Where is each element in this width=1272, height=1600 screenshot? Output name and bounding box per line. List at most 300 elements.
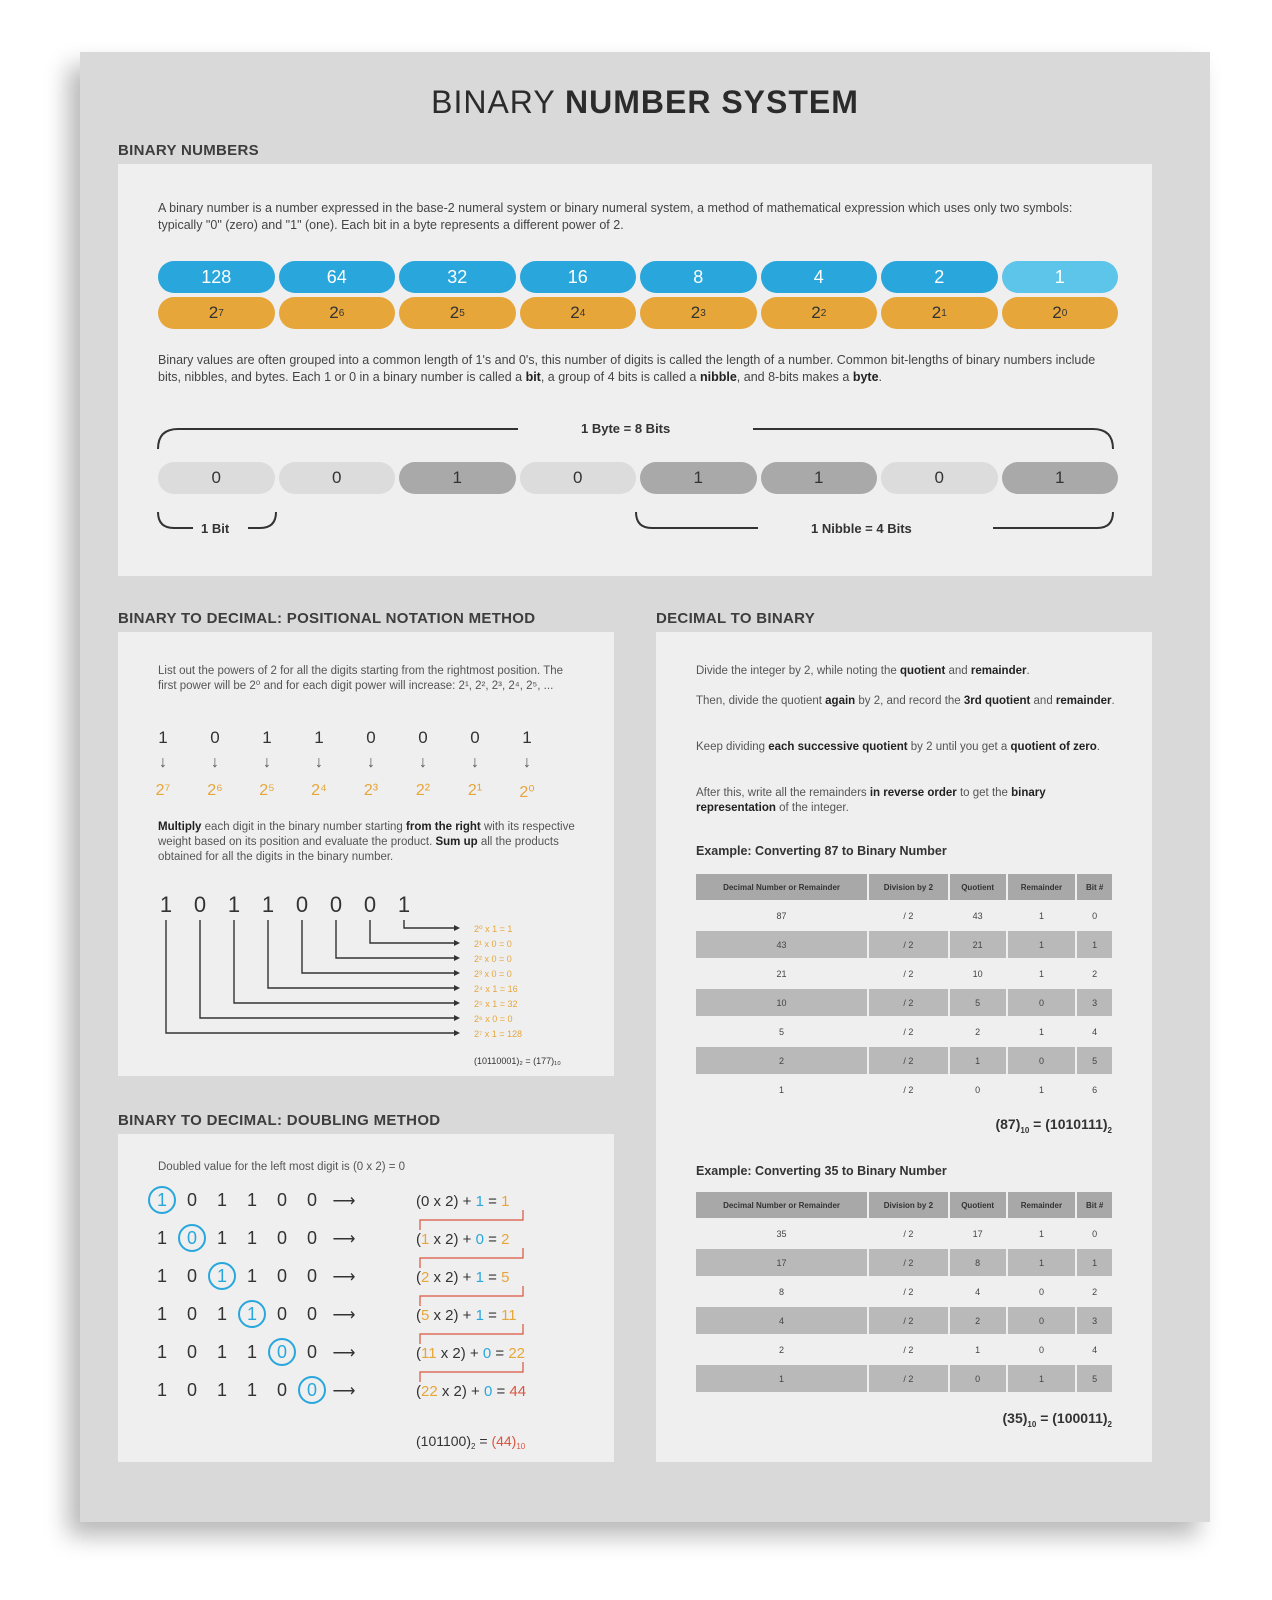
example2-table xyxy=(694,1190,1114,1394)
table-cell: 1 xyxy=(1077,931,1112,958)
arrow-head-icon xyxy=(454,955,460,961)
example2-title: Example: Converting 35 to Binary Number xyxy=(696,1164,947,1178)
power-2-3: 2 3 xyxy=(640,297,757,329)
table-header: Quotient xyxy=(950,1192,1006,1218)
table-row xyxy=(696,1220,1112,1247)
down-arrow-icon: ↓ xyxy=(471,754,479,771)
step2-t2: with its respective weight based on its position and evaluate the product. xyxy=(158,821,575,848)
table-cell: 5 xyxy=(696,1018,867,1045)
p1-t3: . xyxy=(1026,665,1030,677)
p2-t3: and xyxy=(1030,695,1056,707)
ex2-res-b: = (100011) xyxy=(1036,1410,1108,1426)
doubling-digit: 0 xyxy=(306,1304,318,1324)
table-row xyxy=(696,1336,1112,1363)
place-value-2: 2 xyxy=(881,261,998,293)
doubling-digit: 1 xyxy=(216,1190,228,1210)
doubling-digit: 0 xyxy=(276,1304,288,1324)
place-value-8: 8 xyxy=(640,261,757,293)
digit: 1 xyxy=(522,728,532,747)
table-cell: 8 xyxy=(950,1249,1006,1276)
table-cell: 0 xyxy=(1008,1047,1076,1074)
page-title xyxy=(80,84,1210,121)
power: 2⁷ xyxy=(155,782,171,799)
p1-t: Divide the integer by 2, while noting the xyxy=(696,665,900,677)
power-2-5: 2 5 xyxy=(399,297,516,329)
table-cell: 1 xyxy=(1008,1249,1076,1276)
table-row xyxy=(696,1249,1112,1276)
doubling-digit: 1 xyxy=(156,1266,168,1286)
table-cell: 0 xyxy=(950,1365,1006,1392)
power-2-7: 2 7 xyxy=(158,297,275,329)
arrow-head-icon xyxy=(454,1000,460,1006)
right-arrow-icon: ⟶ xyxy=(332,1269,356,1286)
table-cell: 1 xyxy=(1008,1076,1076,1103)
table-cell: / 2 xyxy=(869,1249,948,1276)
place-value-128: 128 xyxy=(158,261,275,293)
table-cell: 0 xyxy=(1008,1278,1076,1305)
title-light: BINARY xyxy=(431,84,565,120)
number-digit: 1 xyxy=(261,892,275,917)
d2b-step4 xyxy=(696,786,1116,816)
power: 2³ xyxy=(363,782,379,799)
table-cell: / 2 xyxy=(869,1307,948,1334)
right-arrow-icon: ⟶ xyxy=(332,1193,356,1210)
digit: 1 xyxy=(262,728,272,747)
doubling-digit: 1 xyxy=(156,1342,168,1362)
table-cell: 2 xyxy=(696,1047,867,1074)
digit: 0 xyxy=(470,728,480,747)
digit: 1 xyxy=(314,728,324,747)
connector-line xyxy=(268,920,458,988)
p2-t4: . xyxy=(1111,695,1115,707)
carry-line xyxy=(420,1324,523,1344)
doubling-digit: 0 xyxy=(186,1190,198,1210)
table-row xyxy=(696,1018,1112,1045)
doubling-equation: (5 x 2) + 1 = 11 xyxy=(416,1307,517,1324)
down-arrow-icon: ↓ xyxy=(367,754,375,771)
power-2-6: 2 6 xyxy=(279,297,396,329)
digit-column-6 xyxy=(460,728,490,800)
table-cell: / 2 xyxy=(869,1278,948,1305)
table-header: Division by 2 xyxy=(869,1192,948,1218)
number-digit: 0 xyxy=(329,892,343,917)
table-cell: / 2 xyxy=(869,1365,948,1392)
arrow-head-icon xyxy=(454,940,460,946)
table-cell: 1 xyxy=(696,1076,867,1103)
doubling-panel xyxy=(118,1134,614,1462)
table-header: Division by 2 xyxy=(869,874,948,900)
table-row xyxy=(696,1047,1112,1074)
section-label-binary-numbers: BINARY NUMBERS xyxy=(118,142,259,159)
p2-b3: remainder xyxy=(1055,695,1112,707)
table-cell: 1 xyxy=(696,1365,867,1392)
number-digit: 1 xyxy=(397,892,411,917)
example1-table xyxy=(694,872,1114,1105)
doubling-digit: 0 xyxy=(186,1380,198,1400)
down-arrow-icon: ↓ xyxy=(263,754,271,771)
table-header: Quotient xyxy=(950,874,1006,900)
doubling-digit: 1 xyxy=(246,1342,258,1362)
step2-b1: Multiply xyxy=(158,821,202,833)
power: 2⁴ xyxy=(311,782,327,799)
table-cell: 3 xyxy=(1077,989,1112,1016)
number-digit: 1 xyxy=(159,892,173,917)
table-row xyxy=(696,1278,1112,1305)
number-digit: 0 xyxy=(295,892,309,917)
place-value-64: 64 xyxy=(279,261,396,293)
digit-column-0 xyxy=(148,728,178,800)
table-cell: 2 xyxy=(696,1336,867,1363)
connector-line xyxy=(404,920,458,928)
product: 2⁷ x 1 = 128 xyxy=(474,1029,523,1039)
table-row xyxy=(696,1076,1112,1103)
doubling-equation: (1 x 2) + 0 = 2 xyxy=(416,1231,510,1248)
right-arrow-icon: ⟶ xyxy=(332,1307,356,1324)
doubling-digit: 1 xyxy=(246,1380,258,1400)
power-2-4: 2 4 xyxy=(520,297,637,329)
ex2-res-a-base: 10 xyxy=(1027,1419,1037,1429)
table-header: Decimal Number or Remainder xyxy=(696,1192,867,1218)
table-cell: 0 xyxy=(1008,1336,1076,1363)
table-cell: / 2 xyxy=(869,960,948,987)
table-cell: 2 xyxy=(1077,960,1112,987)
p2-t: Then, divide the quotient xyxy=(696,695,826,707)
grouping-text-4: . xyxy=(878,370,883,384)
product: 2³ x 0 = 0 xyxy=(474,969,512,979)
bit-cell-4: 1 xyxy=(640,462,757,494)
table-cell: 0 xyxy=(1008,989,1076,1016)
p3-b1: each successive quotient xyxy=(768,741,908,753)
d2b-step2 xyxy=(696,694,1116,709)
table-cell: 2 xyxy=(950,1307,1006,1334)
digit-column-5 xyxy=(408,728,438,800)
p3-b2: quotient of zero xyxy=(1010,741,1097,753)
table-cell: 1 xyxy=(950,1047,1006,1074)
doubling-digit: 1 xyxy=(246,1304,258,1324)
example2-result xyxy=(1003,1410,1113,1429)
grouping-nibble: nibble xyxy=(699,370,737,384)
p4-t3: of the integer. xyxy=(775,802,849,814)
doubling-digit: 0 xyxy=(186,1342,198,1362)
p4-t2: to get the xyxy=(956,787,1012,799)
section-label-doubling: BINARY TO DECIMAL: DOUBLING METHOD xyxy=(118,1112,441,1129)
right-arrow-icon: ⟶ xyxy=(332,1231,356,1248)
doubling-digit: 1 xyxy=(216,1266,228,1286)
arrow-head-icon xyxy=(454,1015,460,1021)
table-row xyxy=(696,960,1112,987)
digit-column-2 xyxy=(252,728,282,800)
table-cell: 5 xyxy=(950,989,1006,1016)
table-cell: / 2 xyxy=(869,989,948,1016)
table-cell: 17 xyxy=(696,1249,867,1276)
positional-result: (10110001)₂ = (177)₁₀ xyxy=(474,1056,561,1066)
place-value-32: 32 xyxy=(399,261,516,293)
table-header: Decimal Number or Remainder xyxy=(696,874,867,900)
power: 2⁵ xyxy=(259,782,275,799)
digit-column-7 xyxy=(512,728,542,802)
doubling-digit: 1 xyxy=(156,1228,168,1248)
example1-title: Example: Converting 87 to Binary Number xyxy=(696,844,947,858)
doubling-intro: Doubled value for the left most digit is (0 x 2) = 0 xyxy=(158,1161,406,1173)
power: 2⁶ xyxy=(207,782,223,799)
section-label-positional: BINARY TO DECIMAL: POSITIONAL NOTATION METHOD xyxy=(118,610,536,627)
table-row xyxy=(696,989,1112,1016)
digit-column-4 xyxy=(356,728,386,800)
place-value-4: 4 xyxy=(761,261,878,293)
binary-numbers-panel xyxy=(118,164,1152,576)
doubling-digit: 0 xyxy=(306,1190,318,1210)
ex1-res-b: = (1010111) xyxy=(1029,1116,1108,1132)
table-cell: 2 xyxy=(950,1018,1006,1045)
right-arrow-icon: ⟶ xyxy=(332,1345,356,1362)
doubling-equation: (0 x 2) + 1 = 1 xyxy=(416,1193,510,1210)
doubling-digit: 1 xyxy=(216,1304,228,1324)
byte-label: 1 Byte = 8 Bits xyxy=(573,421,678,436)
p2-t2: by 2, and record the xyxy=(855,695,964,707)
bit-cell-2: 1 xyxy=(399,462,516,494)
arrow-head-icon xyxy=(454,985,460,991)
down-arrow-icon: ↓ xyxy=(211,754,219,771)
doubling-equation: (22 x 2) + 0 = 44 xyxy=(416,1383,527,1400)
p3-t2: by 2 until you get a xyxy=(907,741,1011,753)
table-cell: / 2 xyxy=(869,1018,948,1045)
table-cell: 21 xyxy=(696,960,867,987)
product: 2⁴ x 1 = 16 xyxy=(474,984,518,994)
table-cell: 1 xyxy=(1077,1249,1112,1276)
bit-cell-7: 1 xyxy=(1002,462,1119,494)
doubling-digit: 0 xyxy=(306,1380,318,1400)
table-cell: 8 xyxy=(696,1278,867,1305)
p3-t: Keep dividing xyxy=(696,741,769,753)
p1-b2: remainder xyxy=(970,665,1027,677)
table-cell: / 2 xyxy=(869,1220,948,1247)
table-cell: 6 xyxy=(1077,1076,1112,1103)
positional-diagram xyxy=(118,882,614,1072)
table-cell: 10 xyxy=(696,989,867,1016)
place-value-1: 1 xyxy=(1002,261,1119,293)
doubling-digit: 0 xyxy=(186,1228,198,1248)
doubling-digit: 0 xyxy=(186,1304,198,1324)
ex2-res-b-base: 2 xyxy=(1107,1419,1112,1429)
table-cell: 10 xyxy=(950,960,1006,987)
bit-cell-1: 0 xyxy=(279,462,396,494)
ex1-res-a: (87) xyxy=(995,1116,1021,1132)
down-arrow-icon: ↓ xyxy=(315,754,323,771)
grouping-bit: bit xyxy=(525,370,541,384)
table-cell: 0 xyxy=(1077,1220,1112,1247)
doubling-digit: 0 xyxy=(276,1380,288,1400)
step2-t3: all the products obtained for all the digits in the binary number. xyxy=(158,836,559,863)
right-arrow-icon: ⟶ xyxy=(332,1383,356,1400)
power-2-0: 2 0 xyxy=(1002,297,1119,329)
place-value-16: 16 xyxy=(520,261,637,293)
table-row xyxy=(696,1365,1112,1392)
doubling-result: $(101100)_2 = (44)_{10}$ xyxy=(416,1433,526,1451)
digit: 0 xyxy=(418,728,428,747)
d2b-step3 xyxy=(696,740,1116,755)
doubling-digit: 1 xyxy=(246,1266,258,1286)
ex1-res-a-base: 10 xyxy=(1020,1125,1030,1135)
down-arrow-icon: ↓ xyxy=(419,754,427,771)
carry-line xyxy=(420,1210,523,1230)
ex1-res-b-base: 2 xyxy=(1107,1125,1112,1135)
table-cell: 4 xyxy=(696,1307,867,1334)
table-cell: 1 xyxy=(1008,1018,1076,1045)
digit-column-3 xyxy=(304,728,334,800)
table-cell: 1 xyxy=(1008,960,1076,987)
title-bold-1: NUMBER xyxy=(564,84,712,120)
table-row xyxy=(696,1307,1112,1334)
table-header: Remainder xyxy=(1008,1192,1076,1218)
power: 2² xyxy=(415,782,431,799)
table-cell: 1 xyxy=(1008,931,1076,958)
positional-panel xyxy=(118,632,614,1076)
table-cell: 21 xyxy=(950,931,1006,958)
p2-b2: 3rd quotient xyxy=(963,695,1031,707)
carry-line xyxy=(420,1248,523,1268)
number-digit: 0 xyxy=(363,892,377,917)
p3-t3: . xyxy=(1096,741,1100,753)
p1-t2: and xyxy=(945,665,971,677)
number-digit: 0 xyxy=(193,892,207,917)
arrow-head-icon xyxy=(454,925,460,931)
power: 2⁰ xyxy=(519,784,535,801)
step2-t1: each digit in the binary number starting xyxy=(201,821,407,833)
table-cell: 35 xyxy=(696,1220,867,1247)
doubling-digit: 1 xyxy=(216,1228,228,1248)
down-arrow-icon: ↓ xyxy=(523,754,531,771)
doubling-digit: 0 xyxy=(306,1342,318,1362)
table-cell: 0 xyxy=(1008,1307,1076,1334)
table-cell: 2 xyxy=(1077,1278,1112,1305)
table-cell: / 2 xyxy=(869,1076,948,1103)
title-bold-2: SYSTEM xyxy=(721,84,859,120)
bit-cell-6: 0 xyxy=(881,462,998,494)
table-cell: 4 xyxy=(1077,1018,1112,1045)
table-header: Remainder xyxy=(1008,874,1076,900)
product: 2¹ x 0 = 0 xyxy=(474,939,512,949)
table-cell: 5 xyxy=(1077,1365,1112,1392)
bit-label: 1 Bit xyxy=(193,521,237,536)
product: 2⁰ x 1 = 1 xyxy=(474,924,513,934)
table-cell: 0 xyxy=(1077,902,1112,929)
p2-b1: again xyxy=(825,695,856,707)
grouping-text-1: Binary values are often grouped into a common length of 1's and 0's, this number of digits is called the length of a number. Common bit-lengths of binary numbers include bits, nibbles, and bytes. Each 1 or 0 in a binary number is called a xyxy=(158,353,1096,384)
carry-line xyxy=(420,1286,523,1306)
digit: 0 xyxy=(210,728,220,747)
doubling-digit: 1 xyxy=(156,1380,168,1400)
power-2-2: 2 2 xyxy=(761,297,878,329)
d2b-step1 xyxy=(696,664,1116,679)
table-cell: 17 xyxy=(950,1220,1006,1247)
table-cell: 5 xyxy=(1077,1047,1112,1074)
table-cell: 43 xyxy=(696,931,867,958)
ex2-res-a: (35) xyxy=(1002,1410,1028,1426)
binary-intro: A binary number is a number expressed in the base-2 numeral system or binary numeral system, a method of mathematical expression which uses only two symbols: typically "0" (zero) and "1" (one). Each bit in a byte represents a different power of 2. xyxy=(158,201,1073,232)
table-cell: 4 xyxy=(1077,1336,1112,1363)
doubling-equation: (11 x 2) + 0 = 22 xyxy=(416,1345,525,1362)
table-cell: 43 xyxy=(950,902,1006,929)
table-cell: 4 xyxy=(950,1278,1006,1305)
doubling-digit: 1 xyxy=(216,1380,228,1400)
decimal-to-binary-panel xyxy=(656,632,1152,1462)
byte-bits-row xyxy=(158,462,1118,494)
doubling-digit: 0 xyxy=(276,1266,288,1286)
table-cell: 87 xyxy=(696,902,867,929)
carry-line xyxy=(420,1362,523,1382)
positional-step2 xyxy=(158,820,578,865)
grouping-text-2: , a group of 4 bits is called a xyxy=(540,370,700,384)
connector-line xyxy=(166,920,458,1033)
arrow-head-icon xyxy=(454,1030,460,1036)
doubling-digit: 1 xyxy=(216,1342,228,1362)
table-row xyxy=(696,931,1112,958)
doubling-digit: 1 xyxy=(156,1304,168,1324)
table-cell: / 2 xyxy=(869,931,948,958)
table-cell: 1 xyxy=(1008,1220,1076,1247)
table-row xyxy=(696,902,1112,929)
power-2-1: 2 1 xyxy=(881,297,998,329)
p1-b1: quotient xyxy=(899,665,946,677)
example1-result xyxy=(995,1116,1112,1135)
down-arrow-icon: ↓ xyxy=(159,754,167,771)
digit: 1 xyxy=(158,728,168,747)
table-cell: 1 xyxy=(950,1336,1006,1363)
doubling-digit: 1 xyxy=(246,1190,258,1210)
doubling-digit: 0 xyxy=(186,1266,198,1286)
doubling-diagram xyxy=(118,1174,614,1462)
poster xyxy=(80,52,1210,1522)
table-cell: 1 xyxy=(1008,902,1076,929)
doubling-digit: 0 xyxy=(276,1190,288,1210)
p4-b2: binary representation xyxy=(696,787,1046,814)
step2-b2: from the right xyxy=(406,821,481,833)
bit-cell-5: 1 xyxy=(761,462,878,494)
brace-lines xyxy=(118,164,1152,576)
bit-cell-3: 0 xyxy=(520,462,637,494)
digit: 0 xyxy=(366,728,376,747)
product: 2⁶ x 0 = 0 xyxy=(474,1014,513,1024)
digit-column-1 xyxy=(200,728,230,800)
table-cell: / 2 xyxy=(869,1047,948,1074)
doubling-digit: 0 xyxy=(276,1228,288,1248)
doubling-digit: 0 xyxy=(276,1342,288,1362)
nibble-label: 1 Nibble = 4 Bits xyxy=(803,521,920,536)
grouping-text-3: , and 8-bits makes a xyxy=(736,370,853,384)
connector-line xyxy=(336,920,458,958)
doubling-equation: (2 x 2) + 1 = 5 xyxy=(416,1269,510,1286)
product: 2⁵ x 1 = 32 xyxy=(474,999,518,1009)
table-cell: 0 xyxy=(950,1076,1006,1103)
table-cell: 3 xyxy=(1077,1307,1112,1334)
positional-digit-columns xyxy=(148,728,588,808)
table-header: Bit # xyxy=(1077,1192,1112,1218)
table-header: Bit # xyxy=(1077,874,1112,900)
section-label-decimal-to-binary: DECIMAL TO BINARY xyxy=(656,610,815,627)
doubling-digit: 1 xyxy=(246,1228,258,1248)
doubling-digit: 1 xyxy=(156,1190,168,1210)
p4-b1: in reverse order xyxy=(869,787,957,799)
table-cell: / 2 xyxy=(869,1336,948,1363)
table-cell: / 2 xyxy=(869,902,948,929)
number-digit: 1 xyxy=(227,892,241,917)
doubling-digit: 0 xyxy=(306,1266,318,1286)
product: 2² x 0 = 0 xyxy=(474,954,512,964)
bit-cell-0: 0 xyxy=(158,462,275,494)
table-cell: 1 xyxy=(1008,1365,1076,1392)
positional-step1: List out the powers of 2 for all the digits starting from the rightmost position. The first power will be 2⁰ and for each digit power will increase: 2¹, 2², 2³, 2⁴, 2⁵, ... xyxy=(158,665,564,692)
power: 2¹ xyxy=(467,782,483,799)
